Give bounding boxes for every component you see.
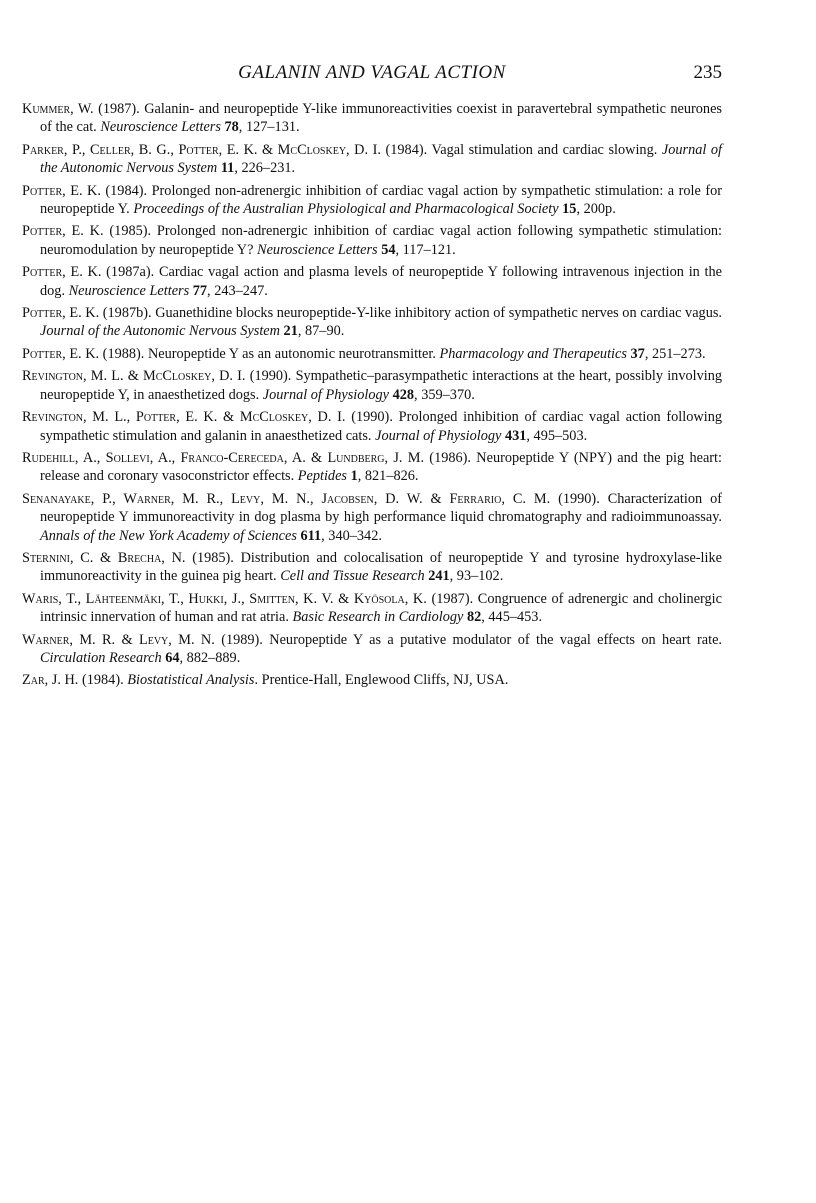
reference-title: Sympathetic–parasympathetic interactions at the heart, possibly involving neuropeptide Y, in anaesthetized dogs. [40, 368, 722, 403]
reference-journal: Journal of the Autonomic Nervous System [40, 323, 280, 340]
reference-year: (1985). [185, 549, 241, 566]
reference-item [22, 490, 722, 545]
reference-item [22, 100, 722, 137]
reference-year: (1987). [426, 590, 478, 607]
reference-volume: 37 [630, 345, 645, 362]
reference-authors: Potter, E. K. [22, 305, 100, 322]
reference-item [22, 141, 722, 178]
reference-volume: 54 [381, 241, 396, 258]
reference-item [22, 304, 722, 341]
reference-journal: Pharmacology and Therapeutics [439, 345, 627, 362]
reference-title: Prolonged non-adrenergic inhibition of cardiac vagal action by sympathetic stimulation: a role for neuropeptide Y. [40, 182, 722, 218]
reference-journal: Annals of the New York Academy of Sciences [40, 527, 297, 544]
reference-journal: Neuroscience Letters [68, 282, 190, 299]
reference-item [22, 449, 722, 486]
reference-pages: , 87–90. [297, 323, 345, 340]
reference-year: (1986). [424, 449, 477, 466]
reference-pages: , 226–231. [234, 160, 296, 177]
reference-year: (1987). [93, 101, 145, 117]
reference-volume: 241 [428, 568, 450, 585]
reference-pages: , 200p. [576, 201, 616, 218]
reference-authors: Potter, E. K. [22, 182, 101, 199]
reference-journal: Biostatistical Analysis [127, 672, 255, 689]
reference-year: (1988). [99, 345, 148, 362]
reference-title: Prolonged inhibition of cardiac vagal action following sympathetic stimulation and galanin in anaesthetized cats. [40, 409, 722, 444]
reference-journal: Journal of Physiology [375, 427, 502, 444]
reference-pages: , 340–342. [321, 527, 382, 544]
reference-journal: Proceedings of the Australian Physiological and Pharmacological Society [133, 201, 559, 218]
reference-pages: , 821–826. [357, 468, 419, 485]
reference-pages: , 882–889. [179, 649, 241, 666]
reference-pages: , 445–453. [481, 609, 543, 626]
reference-volume: 11 [220, 160, 235, 177]
reference-year: (1990). [550, 490, 608, 507]
reference-year: (1990). [345, 409, 399, 426]
reference-title: Cardiac vagal action and plasma levels of neuropeptide Y following intravenous injection in the dog. [40, 264, 723, 299]
reference-authors: Potter, E. K. [22, 264, 102, 281]
reference-pages: , 93–102. [449, 568, 504, 585]
reference-volume: 431 [504, 427, 527, 444]
reference-volume: 611 [300, 527, 322, 544]
reference-volume: 15 [562, 201, 577, 218]
reference-journal: Cell and Tissue Research [280, 568, 425, 585]
reference-year: (1987a). [101, 264, 159, 281]
reference-year: (1984). [380, 141, 432, 158]
reference-year: (1987b). [99, 305, 156, 322]
reference-year: (1984). [100, 182, 152, 199]
reference-journal: Journal of Physiology [262, 386, 390, 403]
reference-volume: 428 [392, 386, 415, 403]
reference-title: Distribution and colocalisation of neuropeptide Y and tyrosine hydroxylase-like immunoreactivity in the guinea pig heart. [40, 549, 722, 585]
reference-pages: , 251–273. [644, 345, 706, 362]
reference-volume: 21 [283, 323, 298, 340]
reference-title: Characterization of neuropeptide Y immunoreactivity in dog plasma by high performance liquid chromatography and radioimmunoassay. [40, 490, 723, 526]
running-title: GALANIN AND VAGAL ACTION [238, 62, 506, 83]
reference-title: Galanin- and neuropeptide Y-like immunoreactivities coexist in paravertebral sympathetic neurones of the cat. [40, 101, 722, 136]
reference-year: (1989). [214, 631, 270, 648]
reference-year: (1990). [245, 368, 296, 385]
page-number: 235 [693, 62, 722, 83]
reference-year: (1984). [78, 672, 128, 689]
reference-journal: Basic Research in Cardiology [292, 609, 464, 626]
reference-journal: Peptides [297, 468, 347, 485]
reference-pages: , 117–121. [395, 241, 456, 258]
reference-authors: Revington, M. L., Potter, E. K. & McCloskey, D. I. [22, 409, 346, 426]
reference-volume: 1 [350, 468, 358, 485]
reference-item [22, 182, 722, 219]
reference-authors: Potter, E. K. [22, 345, 100, 362]
reference-authors: Potter, E. K. [22, 223, 104, 240]
reference-pages: , 359–370. [414, 386, 475, 403]
reference-authors: Zar, J. H. [22, 672, 79, 689]
reference-title: Neuropeptide Y as a putative modulator of the vagal effects on heart rate. [269, 631, 723, 648]
reference-item [22, 408, 722, 445]
reference-authors: Waris, T., Lähteenmäki, T., Hukki, J., Smitten, K. V. & Kyösola, K. [22, 590, 427, 607]
reference-pages: , 127–131. [238, 119, 300, 136]
reference-item [22, 263, 722, 300]
reference-journal: Circulation Research [40, 649, 162, 666]
reference-year: (1985). [103, 223, 157, 240]
reference-title: Guanethidine blocks neuropeptide-Y-like inhibitory action of sympathetic nerves on cardiac vagus. [155, 305, 722, 322]
reference-title: Vagal stimulation and cardiac slowing. [431, 141, 662, 158]
reference-authors: Warner, M. R. & Levy, M. N. [22, 631, 215, 648]
reference-authors: Kummer, W. [22, 101, 94, 117]
reference-title: Congruence of adrenergic and cholinergic intrinsic innervation of human and rat atria. [40, 590, 723, 626]
reference-list [22, 100, 722, 694]
reference-authors: Revington, M. L. & McCloskey, D. I. [22, 368, 246, 385]
reference-title: Neuropeptide Y (NPY) and the pig heart: release and coronary vasoconstrictor effects. [40, 449, 722, 485]
reference-authors: Rudehill, A., Sollevi, A., Franco-Cereceda, A. & Lundberg, J. M. [22, 449, 425, 466]
reference-title: Neuropeptide Y as an autonomic neurotransmitter. [147, 345, 440, 362]
reference-authors: Senanayake, P., Warner, M. R., Levy, M. N., Jacobsen, D. W. & Ferrario, C. M. [22, 490, 551, 507]
reference-item [22, 549, 722, 586]
reference-authors: Parker, P., Celler, B. G., Potter, E. K. & McCloskey, D. I. [22, 141, 381, 158]
reference-item [22, 671, 722, 689]
reference-volume: 78 [224, 119, 239, 136]
reference-title: Prolonged non-adrenergic inhibition of cardiac vagal action following sympathetic stimulation: neuromodulation by neuropeptide Y? [40, 223, 722, 258]
reference-journal: Journal of the Autonomic Nervous System [40, 141, 722, 177]
reference-pages: , 243–247. [207, 282, 268, 299]
reference-pages: . Prentice-Hall, Englewood Cliffs, NJ, USA. [254, 672, 509, 689]
reference-item [22, 631, 722, 668]
reference-item [22, 222, 722, 259]
reference-volume: 82 [466, 609, 482, 626]
reference-journal: Neuroscience Letters [257, 241, 378, 258]
reference-volume: 77 [192, 282, 208, 299]
reference-volume: 64 [165, 649, 180, 666]
reference-authors: Sternini, C. & Brecha, N. [22, 549, 186, 566]
reference-journal: Neuroscience Letters [100, 119, 221, 136]
page-header [22, 62, 722, 90]
reference-item [22, 590, 722, 627]
reference-item [22, 367, 722, 404]
reference-pages: , 495–503. [526, 427, 588, 444]
reference-item [22, 345, 722, 363]
